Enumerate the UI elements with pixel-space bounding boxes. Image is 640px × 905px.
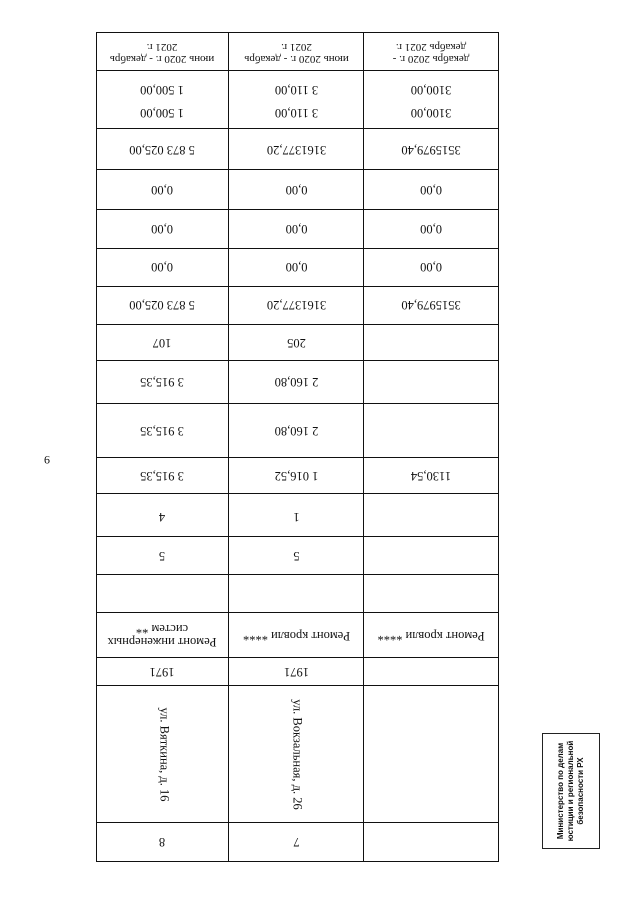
row8-year: 1971 xyxy=(149,665,175,679)
row8-c12: 0,00 xyxy=(151,260,173,274)
row8-c11: 5 873 025,00 xyxy=(129,298,195,312)
row7-year: 1971 xyxy=(284,665,309,679)
stamp-line-3: безопасности РХ xyxy=(576,757,585,825)
row7-c6: 1 xyxy=(293,510,300,524)
row8-c7: 3 915,35 xyxy=(140,469,184,483)
row7-c8: 2 160,80 xyxy=(274,424,319,438)
row8-c17: 1 500,00 xyxy=(140,83,184,97)
row7-period: июнь 2020 г. - декабрь 2021 г. xyxy=(244,41,349,65)
row7-c15: 3161377,20 xyxy=(266,143,327,157)
cont-c13: 0,00 xyxy=(420,222,442,236)
cont-period: декабрь 2020 г. - декабрь 2021 г. xyxy=(392,41,470,65)
row7-c12: 0,00 xyxy=(285,260,308,274)
row8-num: 8 xyxy=(158,835,166,849)
cont-c14: 0,00 xyxy=(420,183,442,197)
row7-num: 7 xyxy=(293,835,300,849)
row7-c9: 2 160,80 xyxy=(274,375,319,389)
cont-c16: 3100,00 xyxy=(410,106,452,120)
row8-c6: 4 xyxy=(158,510,166,524)
row7-c11: 3161377,20 xyxy=(266,298,327,312)
row8-c16: 1 500,00 xyxy=(140,106,184,120)
row7-c7: 1 016,52 xyxy=(274,469,319,483)
cont-work: Ремонт кровли **** xyxy=(377,629,485,643)
row7-c10: 205 xyxy=(287,336,306,350)
row7-c13: 0,00 xyxy=(285,222,308,236)
data-table xyxy=(96,32,499,862)
row8-period: июнь 2020 г. - декабрь 2021 г. xyxy=(109,41,215,65)
row7-c16: 3 110,00 xyxy=(274,106,319,120)
row7-address: ул. Вокзальная, д. 26 xyxy=(290,699,305,810)
cont-c7: 1130,54 xyxy=(410,469,452,483)
stamp-line-1: Министерство по делам xyxy=(556,742,565,840)
cont-c12: 0,00 xyxy=(420,260,442,274)
row7-work: Ремонт кровли **** xyxy=(242,629,351,643)
row8-c14: 0,00 xyxy=(151,183,173,197)
row8-c15: 5 873 025,00 xyxy=(129,143,195,157)
cont-c11: 3515979,40 xyxy=(401,298,461,312)
row8-work: Ремонт инженерных систем ** xyxy=(107,622,217,649)
row8-c8: 3 915,35 xyxy=(140,424,184,438)
stamp-line-2: юстиции и региональной xyxy=(566,740,575,842)
row8-address: ул. Вяткина, д. 16 xyxy=(157,707,172,802)
row8-c13: 0,00 xyxy=(151,222,173,236)
row7-c5: 5 xyxy=(293,549,300,563)
cont-c15: 3515979,40 xyxy=(401,143,461,157)
row7-c17: 3 110,00 xyxy=(274,83,319,97)
row8-c10: 107 xyxy=(152,336,172,350)
row8-c9: 3 915,35 xyxy=(140,375,184,389)
page-number: 9 xyxy=(44,453,50,467)
cont-c17: 3100,00 xyxy=(410,83,452,97)
row8-c5: 5 xyxy=(158,549,166,563)
row7-c14: 0,00 xyxy=(285,183,308,197)
